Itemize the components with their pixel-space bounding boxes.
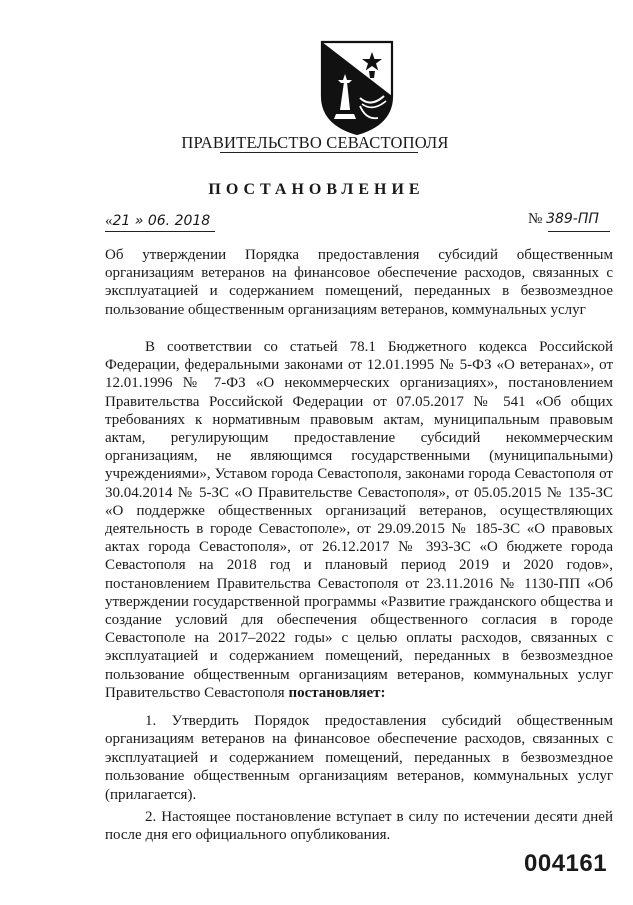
number-value: 389-ПП: [546, 211, 599, 227]
resolution-item-2: 2. Настоящее постановление вступает в силу по истечении десяти дней после дня его официального опубликования.: [105, 809, 613, 844]
number-prefix: №: [528, 211, 543, 227]
preamble-text: В соответствии со статьей 78.1 Бюджетного кодекса Российской Федерации, федеральными законами от 12.01.1995 № 5-ФЗ «О ветеранах», от 12.01.1996 № 7-ФЗ «О некоммерческих организациях», постановлением Правительства Российской Федерации от 07.05.2017 № 541 «Об общих требованиях к нормативным правовым актам, муниципальным правовым актам, регулирующим предоставление субсидий некоммерческим организациям, не являющимся государственными (муниципальными) учреждениями», Уставом города Севастополя, законами города Севастополя от 30.04.2014 № 5-ЗС «О Правительстве Севастополя», от 05.05.2015 № 135-ЗС «О поддержке общественных организаций ветеранов, осуществляющих деятельность в городе Севастополе», от 29.09.2015 № 185-ЗС «О правовых актах города Севастополя», от 26.12.2017 № 393-ЗС «О бюджете города Севастополя на 2018 год и плановый период 2019 и 2020 годов», постановлением Правительства Севастополя от 23.11.2016 № 1130-ПП «Об утверждении государственной программы «Развитие гражданского общества и создание условий для обеспечения общественного согласия в городе Севастополе на 2017–2022 годы» с целью оплаты расходов, связанных с эксплуатацией и содержанием помещений, переданных в безвозмездное пользование общественным организациям ветеранов, коммунальных услуг Правительство Севастополя: [105, 339, 613, 701]
government-name: ПРАВИТЕЛЬСТВО СЕВАСТОПОЛЯ: [181, 133, 449, 152]
government-name-underline: [220, 152, 418, 153]
document-subject: Об утверждении Порядка предоставления субсидий общественным организациям ветеранов на финансовое обеспечение расходов, связанных с эксплуатацией и содержанием помещений, переданных в безвозмездное пользование общественным организациям ветеранов, коммунальных услуг: [105, 247, 613, 318]
date-open-quote: «: [105, 213, 113, 229]
sevastopol-coat-of-arms-emblem: [316, 38, 398, 136]
number-underline: [548, 231, 610, 232]
serial-number: 004161: [524, 850, 608, 877]
document-date: [105, 213, 210, 230]
preamble-verb: постановляет:: [288, 684, 386, 701]
date-underline: [105, 231, 215, 232]
resolution-item-1: 1. Утвердить Порядок предоставления субсидий общественным организациям ветеранов на финансовое обеспечение расходов, связанных с эксплуатацией и содержанием помещений, переданных в безвозмездное пользование общественным организациям ветеранов, коммунальных услуг (прилагается).: [105, 713, 613, 803]
document-number: [528, 211, 599, 228]
date-value: 21 » 06. 2018: [112, 213, 211, 229]
preamble-paragraph: [105, 338, 613, 702]
document-title: ПОСТАНОВЛЕНИЕ: [208, 181, 425, 198]
